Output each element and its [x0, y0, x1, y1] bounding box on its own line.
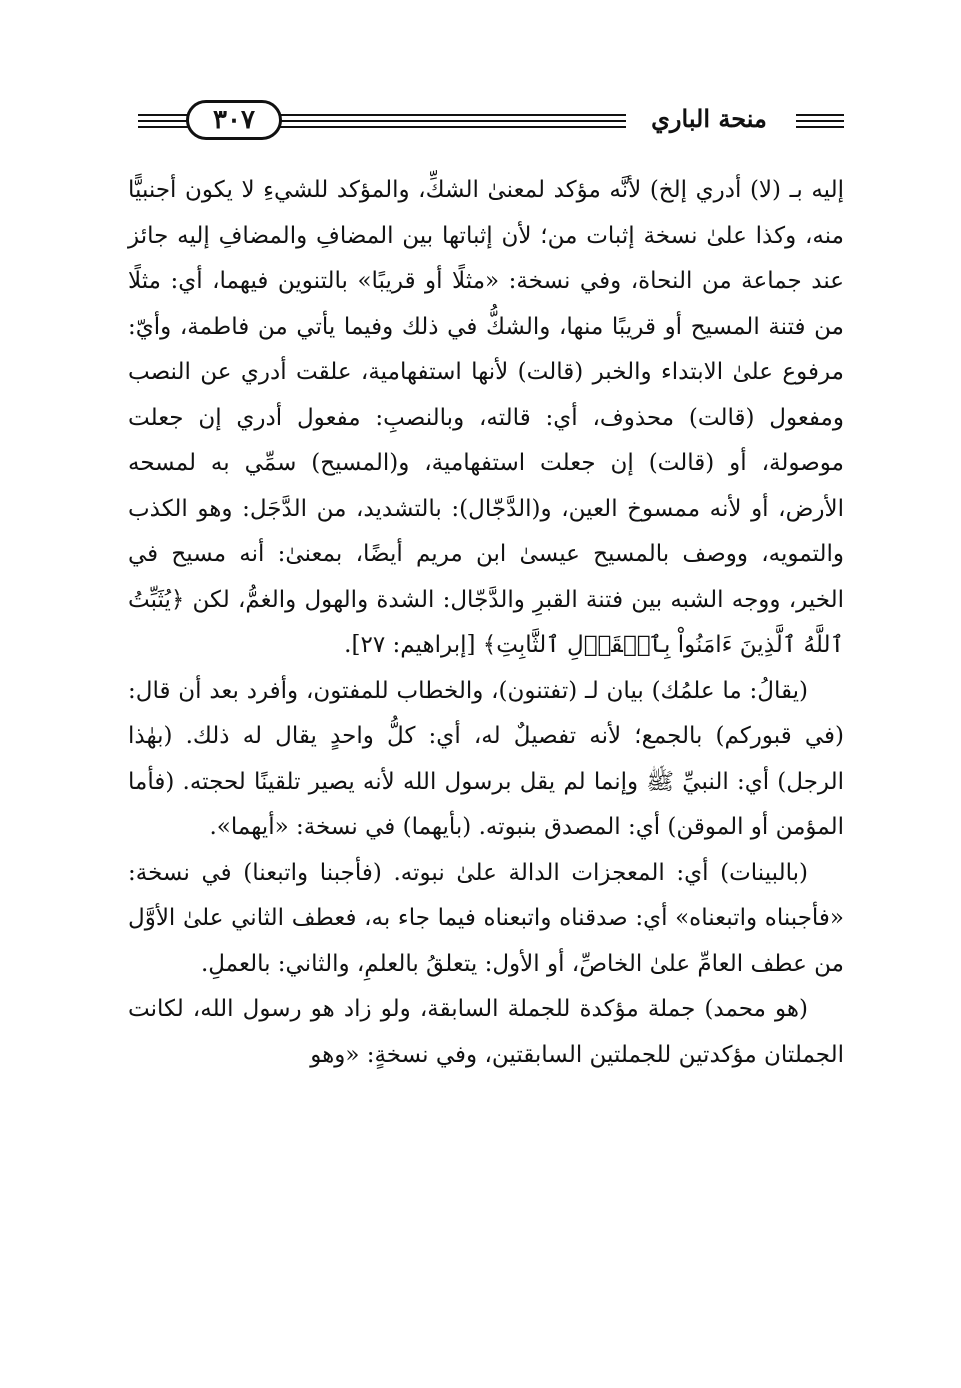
paragraph-text: (يقالُ: ما علمُك) بيان لـ (تفتنون)، والخطاب للمفتون، وأفرد بعد أن قال: (في قبوركم) بالجمع؛ لأنه تفصيلٌ له، أي: كلُّ واحدٍ يقال له ذلك. (بهٰذا الرجل) أي: النبيِّ ﷺ وإنما لم يقل برسول الله لأنه يصير تلقينًا لحجته. (فأما المؤمن أو الموقن) أي: المصدق بنبوته. (بأيهما) في نسخة: «أيهما».: [128, 677, 844, 840]
header-rule: [266, 126, 626, 128]
page-number-frame: [186, 100, 282, 140]
header-rule: [796, 126, 844, 128]
header-rule: [796, 120, 844, 122]
paragraph: [128, 168, 844, 669]
header-rule: [266, 120, 626, 122]
paragraph: [128, 851, 844, 988]
paragraph-text: (هو محمد) جملة مؤكدة للجملة السابقة، ولو زاد هو رسول الله، لكانت الجملتان مؤكدتين للجملتين السابقتين، وفي نسخةٍ: «وهو: [128, 996, 844, 1068]
body-text: [128, 168, 844, 1078]
page-header: [128, 96, 846, 146]
book-title: منحة الباري: [651, 104, 767, 133]
paragraph: [128, 987, 844, 1078]
header-rule: [266, 114, 626, 116]
page-number: ٣٠٧: [213, 105, 255, 135]
paragraph-text: (بالبينات) أي: المعجزات الدالة علىٰ نبوته. (فأجبنا واتبعنا) في نسخة: «فأجبناه واتبعناه» أي: صدقناه واتبعناه فيما جاء به، فعطف الثاني علىٰ الأوَّل من عطف العامِّ علىٰ الخاصِّ، أو الأول: يتعلقُ بالعلمِ، والثاني: بالعملِ.: [128, 859, 845, 977]
quran-verse: ﴿يُثَبِّتُ ٱللَّهُ ٱلَّذِينَ ءَامَنُواْ بِٱلۡقَوۡلِ ٱلثَّابِتِ﴾: [128, 586, 844, 658]
verse-reference: [إبراهيم: ٢٧].: [344, 632, 483, 658]
paragraph-text: إليه بـ (لا) أدري إلخ) لأنَّه مؤكد لمعنىٰ الشكِّ، والمؤكد للشيءِ لا يكون أجنبيًّا منه، وكذا علىٰ نسخة إثبات من؛ لأن إثباتها بين المضافِ والمضافِ إليه جائز عند جماعة من النحاة، وفي نسخة: «مثلًا أو قريبًا» بالتنوين فيهما، أي: مثلًا من فتنة المسيح أو قريبًا منها، والشكُّ في ذلك وفيما يأتي من فاطمة، وأيّ: مرفوع علىٰ الابتداء والخبر (قالت) لأنها استفهامية، علقت أدري عن النصب ومفعول (قالت) محذوف، أي: قالته، وبالنصبِ: مفعول أدري إن جعلت موصولة، أو (قالت) إن جعلت استفهامية، و(المسيح) سمِّي به لمسحه الأرض، أو لأنه ممسوخ العين، و(الدَّجّال): بالتشديد، من الدَّجَل: وهو الكذب والتمويه، ووصف بالمسيح عيسىٰ ابن مريم أيضًا، بمعنىٰ: أنه مسيح في الخير، ووجه الشبه بين فتنة القبرِ والدَّجّال: الشدة والهول والغمُّ، لكن: [128, 177, 844, 613]
paragraph: [128, 669, 844, 851]
header-rule: [796, 114, 844, 116]
